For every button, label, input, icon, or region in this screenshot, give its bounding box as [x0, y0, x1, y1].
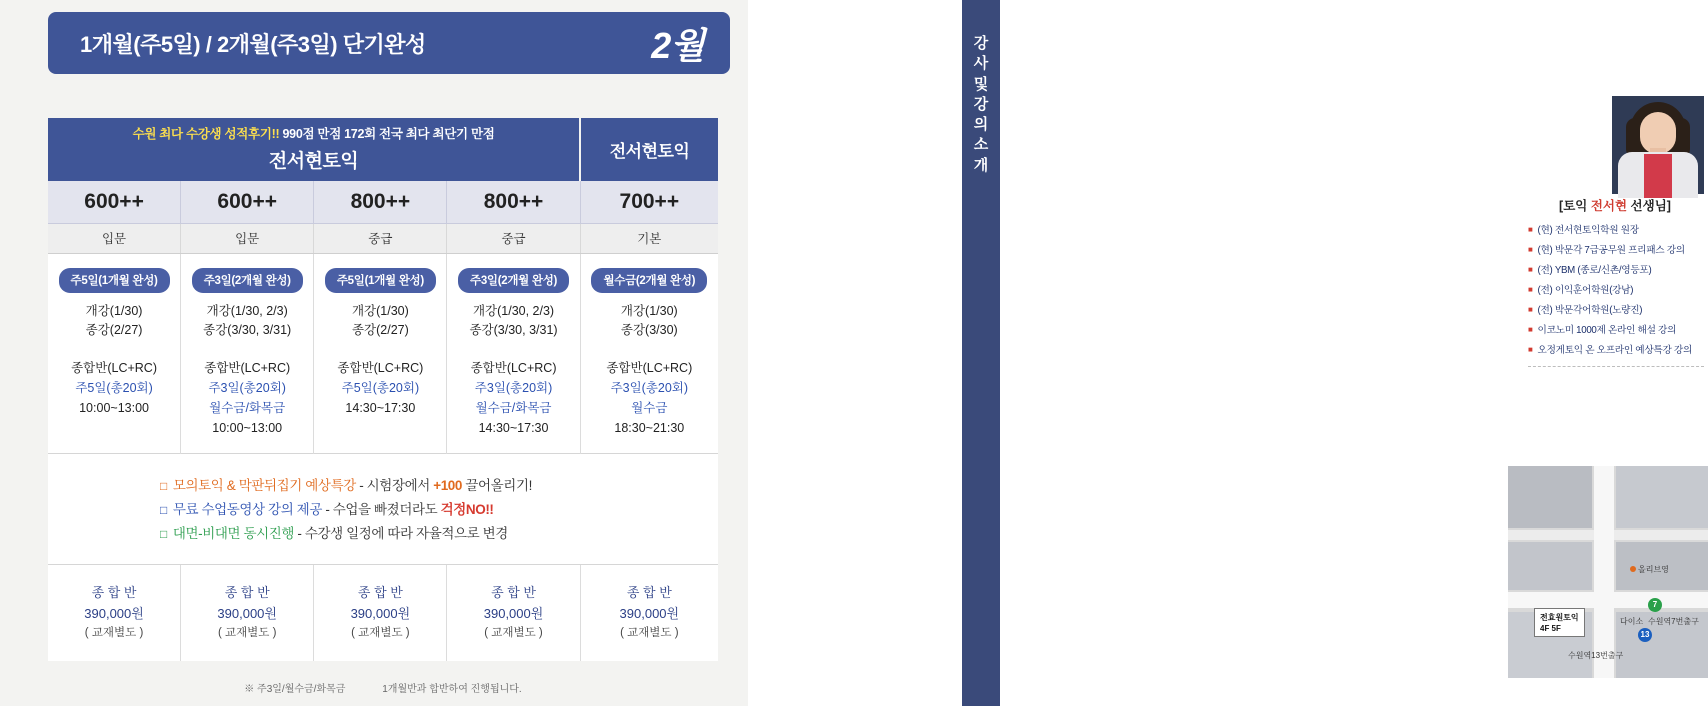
credential-text: 이코노미 1000제 온라인 해설 강의 — [1537, 325, 1677, 336]
banner-left — [48, 118, 580, 181]
price-value: 390,000원 — [619, 605, 680, 621]
banner-right: 전서현토익 — [580, 118, 718, 181]
stage-cell: 입문 — [181, 224, 314, 254]
detail-cell — [580, 254, 718, 454]
note-head: 대면-비대면 동시진행 — [172, 526, 295, 541]
inner-top-shape — [1644, 154, 1672, 198]
note-head: 모의토익 & 막판뒤집기 예상특강 — [172, 478, 356, 493]
price-value: 390,000원 — [217, 605, 277, 621]
course-days: 주3일(총20회) — [610, 380, 689, 395]
notes-cell — [48, 454, 718, 565]
teacher-name-value: 전서현 — [1590, 199, 1628, 213]
start-date: 개강(1/30, 2/3) — [472, 304, 555, 318]
rail-tab[interactable] — [962, 0, 1000, 706]
credential-text: (전) 이익훈어학원(강남) — [1537, 285, 1634, 296]
teacher-name-suffix: 선생님] — [1627, 199, 1671, 213]
map-block — [1508, 542, 1592, 590]
date-block — [185, 302, 309, 341]
level-cell: 600++ — [48, 181, 181, 224]
course-days: 주3일(총20회) — [474, 380, 553, 395]
schedule-pill: 주3일(2개월 완성) — [192, 268, 303, 293]
note-emph: +100 — [433, 478, 463, 493]
page-title: 1개월(주5일) / 2개월(주3일) 단기완성 — [80, 31, 426, 57]
detail-row — [48, 254, 718, 454]
course-block — [451, 358, 575, 438]
price-label: 종 합 반 — [357, 584, 403, 600]
schedule-pill: 주5일(1개월 완성) — [59, 268, 170, 293]
course-days-detail: 월수금/화목금 — [475, 400, 552, 415]
banner-line1-a: 수원 최다 수강생 성적후기!! — [132, 127, 280, 141]
price-cell — [314, 565, 447, 661]
square-bullet-icon: ■ — [1528, 325, 1533, 334]
detail-cell — [48, 254, 181, 454]
price-note: ( 교재별도 ) — [351, 627, 410, 640]
level-cell: 700++ — [580, 181, 718, 224]
credentials-list — [1528, 222, 1704, 367]
map-main-pin — [1534, 608, 1585, 637]
price-value: 390,000원 — [84, 605, 144, 621]
note-emph: 걱정NO!! — [440, 502, 494, 517]
course-time: 14:30~17:30 — [478, 420, 549, 435]
map-main-pin-line1: 전효원토익 — [1540, 613, 1579, 622]
price-label: 종 합 반 — [491, 584, 536, 600]
date-block — [585, 302, 714, 341]
course-block — [52, 358, 176, 418]
map-marker-dot — [1630, 566, 1636, 572]
end-date: 종강(2/27) — [85, 323, 143, 338]
course-block — [585, 358, 714, 438]
square-icon: □ — [160, 527, 167, 541]
end-date: 종강(3/30, 3/31) — [203, 323, 292, 338]
price-value: 390,000원 — [483, 605, 544, 621]
course-time: 10:00~13:00 — [79, 400, 149, 415]
list-item — [1528, 302, 1704, 316]
price-row — [48, 565, 718, 661]
map-block — [1508, 466, 1592, 528]
map-main-pin-line2: 4F 5F — [1540, 624, 1561, 633]
schedule-pill: 주5일(1개월 완성) — [325, 268, 436, 293]
price-cell — [48, 565, 181, 661]
divider — [1528, 366, 1704, 367]
price-cell — [181, 565, 314, 661]
teacher-photo — [1612, 96, 1704, 194]
map-block — [1616, 466, 1708, 528]
price-label: 종 합 반 — [91, 584, 137, 600]
schedule-table — [48, 118, 718, 661]
stage-cell: 기본 — [580, 224, 718, 254]
banner-line1 — [48, 124, 579, 142]
square-bullet-icon: ■ — [1528, 225, 1533, 234]
footnote-right: 1개월반과 합반하여 진행됩니다. — [382, 684, 522, 695]
course-block — [318, 358, 442, 418]
price-note: ( 교재별도 ) — [484, 627, 543, 640]
square-bullet-icon: ■ — [1528, 345, 1533, 354]
list-item — [1528, 222, 1704, 236]
note-tail-a: - 시험장에서 — [355, 478, 434, 493]
note-item — [160, 474, 718, 494]
header-bar — [48, 12, 730, 74]
banner-row — [48, 118, 718, 181]
right-rail — [748, 0, 1699, 706]
subway-badge: 13 — [1638, 628, 1652, 642]
schedule-pill: 월수금(2개월 완성) — [591, 268, 707, 293]
course-time: 14:30~17:30 — [345, 400, 416, 415]
list-item — [1528, 282, 1704, 296]
course-name: 종합반(LC+RC) — [337, 360, 424, 375]
square-bullet-icon: ■ — [1528, 305, 1533, 314]
price-note: ( 교재별도 ) — [217, 627, 277, 640]
banner-line2: 전서현토익 — [268, 151, 359, 172]
list-item — [1528, 242, 1704, 256]
list-item — [1528, 322, 1704, 336]
course-days: 주3일(총20회) — [208, 380, 286, 395]
map-label: 수원역13번출구 — [1568, 651, 1624, 660]
list-item — [1528, 262, 1704, 276]
credential-text: (현) 전서현토익학원 원장 — [1537, 225, 1639, 236]
credential-text: (전) YBM (종로/신촌/영등포) — [1537, 265, 1652, 276]
credential-text: 오정게토익 온 오프라인 예상특강 강의 — [1537, 345, 1693, 356]
price-note: ( 교재별도 ) — [620, 627, 679, 640]
price-value: 390,000원 — [350, 605, 411, 621]
map-road — [1594, 466, 1614, 678]
stage-cell: 입문 — [48, 224, 181, 254]
course-days-detail: 월수금/화목금 — [209, 400, 286, 415]
level-cell: 600++ — [181, 181, 314, 224]
square-bullet-icon: ■ — [1528, 245, 1533, 254]
notes-row — [48, 454, 718, 565]
course-time: 18:30~21:30 — [614, 420, 685, 435]
course-days-detail: 월수금 — [631, 400, 668, 415]
schedule-pill: 주3일(2개월 완성) — [458, 268, 569, 293]
detail-cell — [314, 254, 447, 454]
footnote — [48, 680, 718, 695]
price-label: 종 합 반 — [626, 584, 672, 600]
map-label: 수원역7번출구 — [1648, 617, 1699, 626]
date-block — [52, 302, 176, 341]
end-date: 종강(3/30, 3/31) — [469, 323, 558, 338]
end-date: 종강(3/30) — [620, 323, 678, 338]
level-cell: 800++ — [447, 181, 580, 224]
note-item — [160, 498, 718, 518]
detail-cell — [447, 254, 580, 454]
date-block — [318, 302, 442, 341]
stage-row — [48, 224, 718, 254]
level-cell: 800++ — [314, 181, 447, 224]
square-bullet-icon: ■ — [1528, 285, 1533, 294]
square-icon: □ — [160, 503, 167, 517]
location-map[interactable] — [1508, 466, 1708, 678]
course-days: 주5일(총20회) — [75, 380, 153, 395]
end-date: 종강(2/27) — [351, 323, 409, 338]
course-days: 주5일(총20회) — [341, 380, 420, 395]
date-block — [451, 302, 575, 341]
course-name: 종합반(LC+RC) — [204, 360, 291, 375]
teacher-name — [1526, 196, 1704, 214]
month-label: 2월 — [651, 24, 704, 66]
start-date: 개강(1/30) — [85, 304, 143, 318]
start-date: 개강(1/30) — [620, 304, 678, 318]
start-date: 개강(1/30) — [351, 304, 409, 318]
credential-text: (전) 박문각어학원(노량진) — [1537, 305, 1643, 316]
map-road — [1508, 592, 1708, 608]
map-label: 올리브영 — [1638, 565, 1669, 574]
price-label: 종 합 반 — [224, 584, 270, 600]
price-cell — [580, 565, 718, 661]
list-item — [1528, 342, 1704, 356]
start-date: 개강(1/30, 2/3) — [206, 304, 288, 318]
square-bullet-icon: ■ — [1528, 265, 1533, 274]
course-block — [185, 358, 309, 438]
rail-tab-label: 강사 및 강의 소개 — [973, 35, 989, 174]
map-label: 다이소 — [1620, 617, 1644, 626]
note-tail-a: - 수업을 빠졌더라도 — [321, 502, 441, 517]
credential-text: (현) 박문각 7급공무원 프리패스 강의 — [1537, 245, 1685, 256]
stage-cell: 중급 — [314, 224, 447, 254]
subway-badge: 7 — [1648, 598, 1662, 612]
stage-cell: 중급 — [447, 224, 580, 254]
price-note: ( 교재별도 ) — [84, 627, 144, 640]
detail-cell — [181, 254, 314, 454]
square-icon: □ — [160, 479, 167, 493]
banner-line1-b: 990점 만점 172회 전국 최다 최단기 만점 — [282, 127, 495, 141]
level-row — [48, 181, 718, 224]
price-cell — [447, 565, 580, 661]
footnote-left: ※ 주3일/월수금/화목금 — [244, 684, 346, 695]
note-head: 무료 수업동영상 강의 제공 — [172, 502, 322, 517]
teacher-name-prefix: [토익 — [1559, 199, 1591, 213]
course-name: 종합반(LC+RC) — [470, 360, 557, 375]
flyer-page — [0, 0, 748, 706]
course-name: 종합반(LC+RC) — [71, 360, 157, 375]
course-time: 10:00~13:00 — [212, 420, 283, 435]
note-tail-b: 끌어올리기! — [462, 478, 532, 493]
note-tail-a: - 수강생 일정에 따라 자율적으로 변경 — [294, 526, 508, 541]
course-name: 종합반(LC+RC) — [606, 360, 693, 375]
note-item — [160, 522, 718, 542]
